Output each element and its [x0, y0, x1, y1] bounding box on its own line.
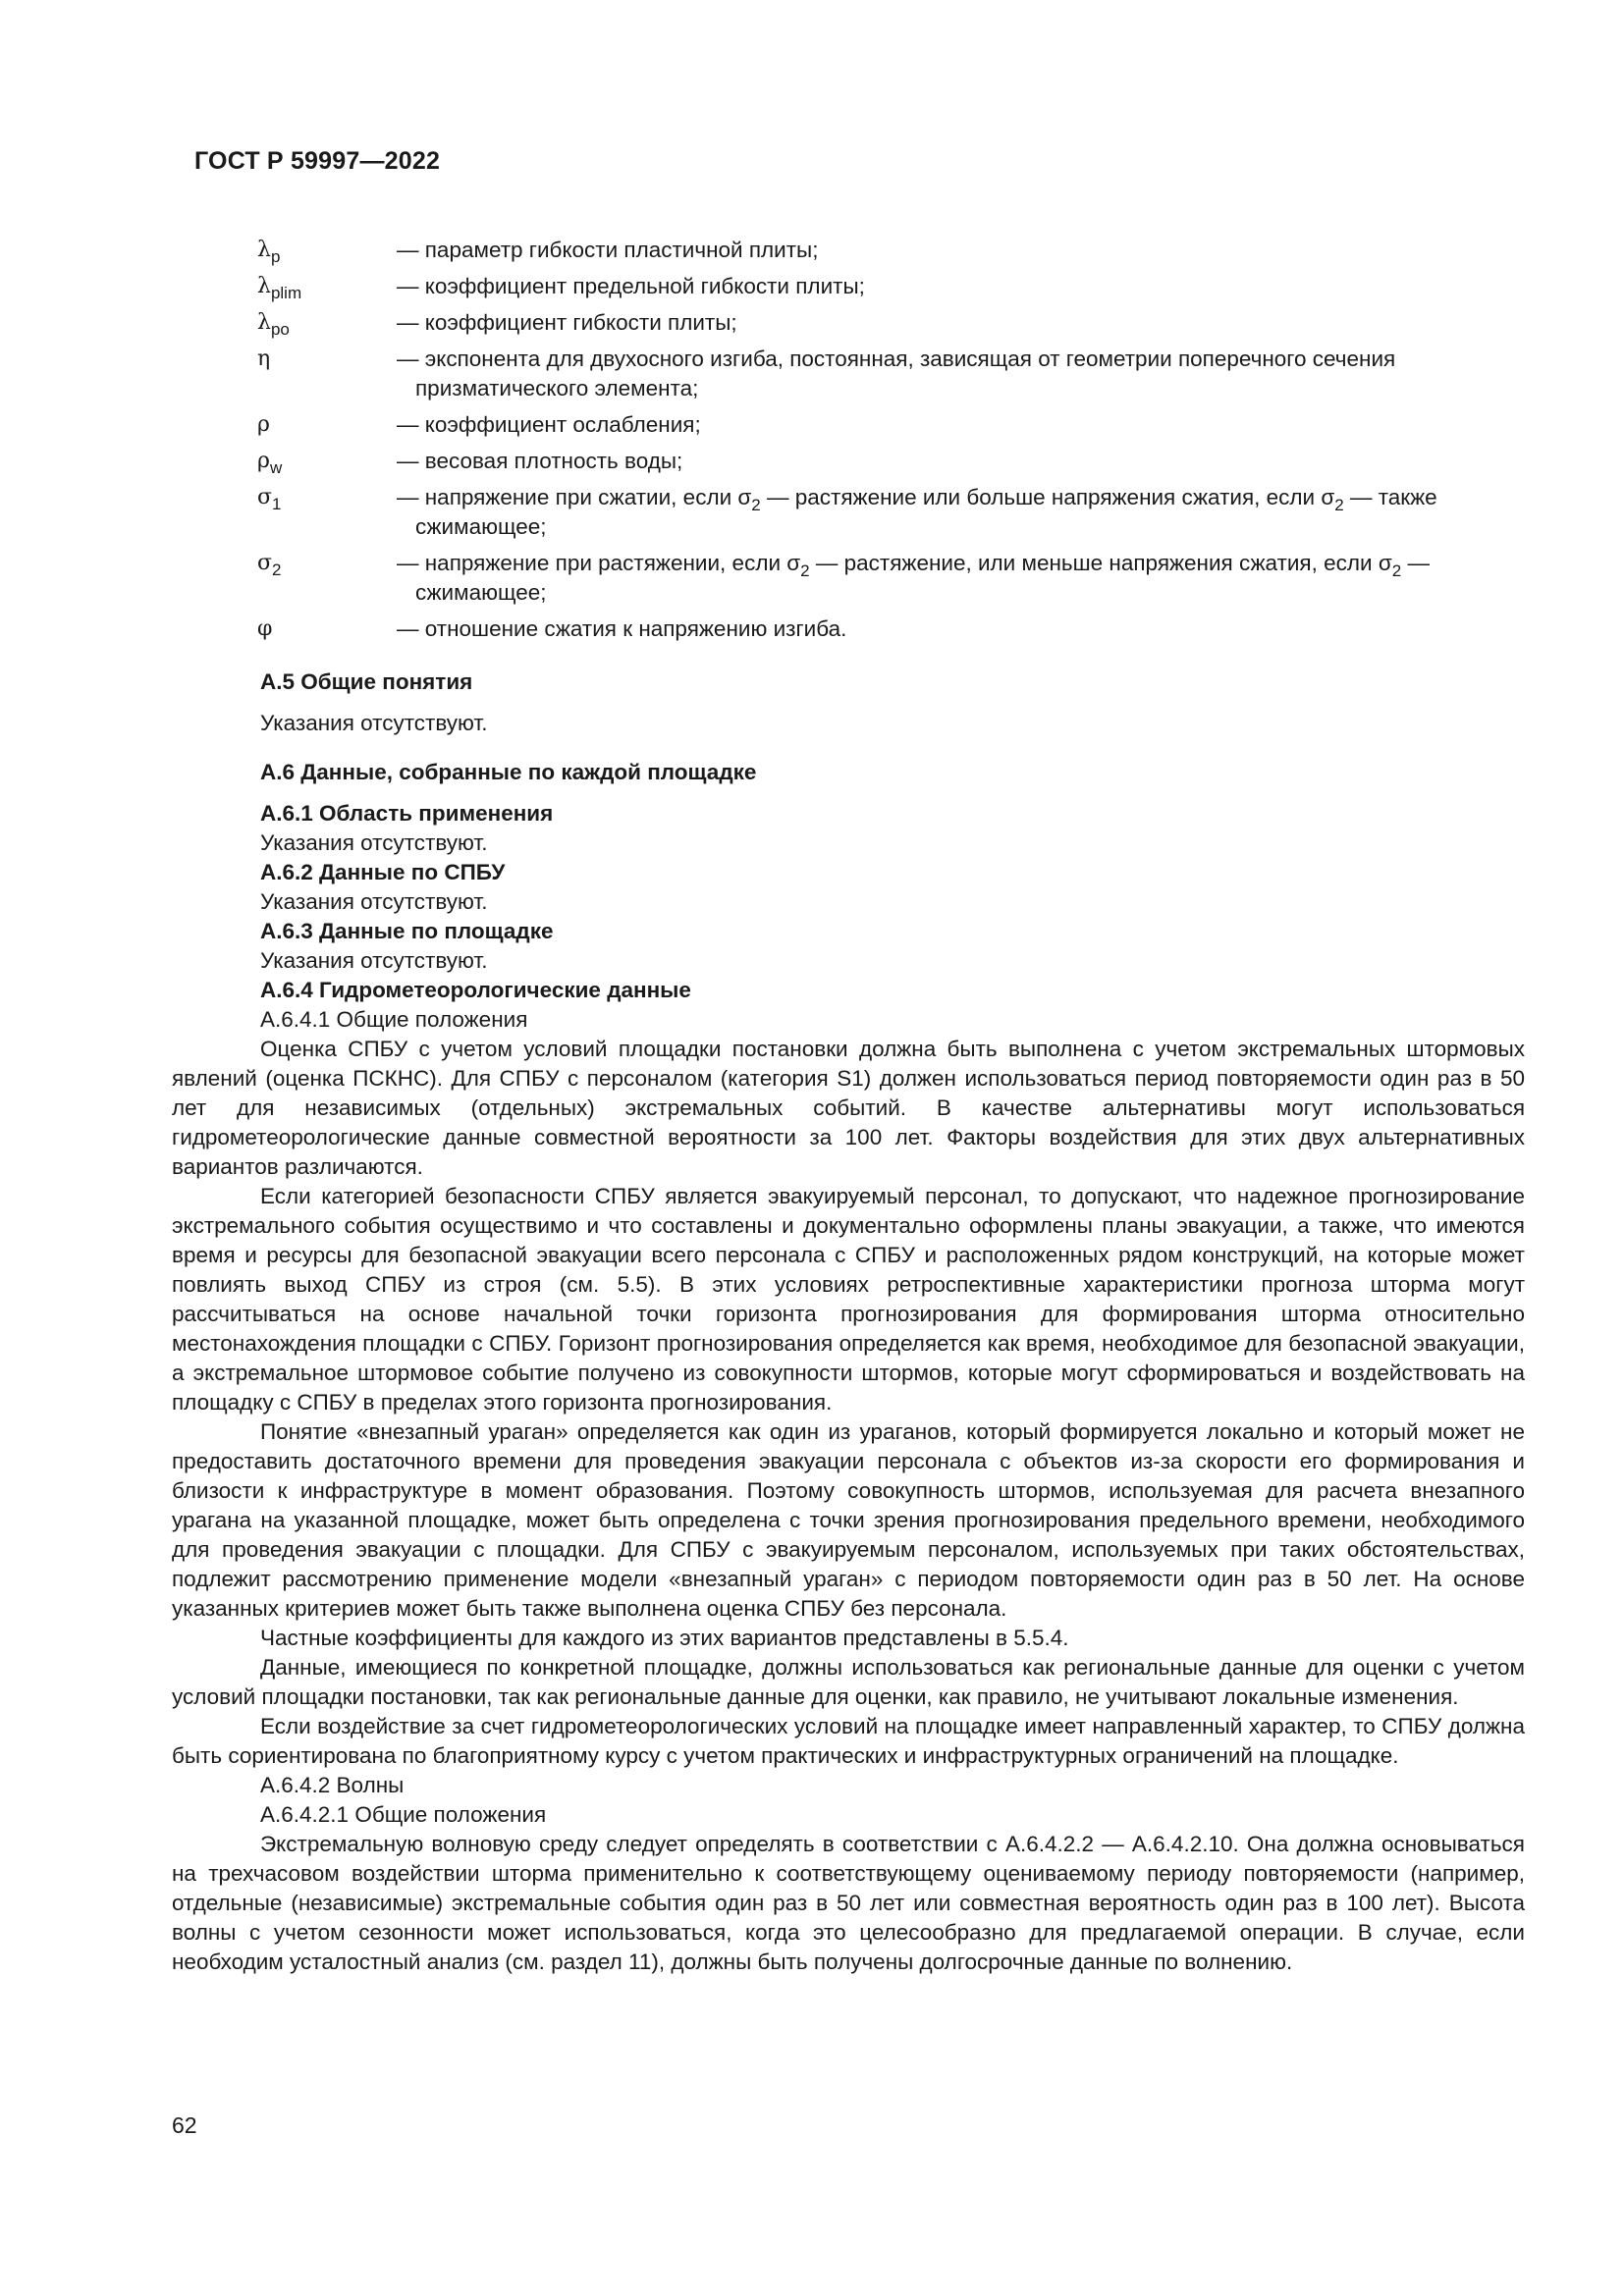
symbol-row: [257, 483, 1524, 542]
document-body: [172, 667, 1525, 1977]
symbol: ρ: [257, 449, 270, 473]
symbol-row: [257, 308, 1524, 338]
paragraph: Если воздействие за счет гидрометеорологических условий на площадке имеет направленный характер, то СПБУ должна быть сориентирована по благоприятному курсу с учетом практических и инфраструктурных ограничений на площадке.: [172, 1714, 1525, 1768]
section-heading-a62: А.6.2 Данные по СПБУ: [260, 860, 506, 884]
symbol-subscript: w: [269, 458, 283, 477]
subsection-heading-a6421: А.6.4.2.1 Общие положения: [260, 1802, 547, 1827]
symbol-subscript: po: [270, 320, 290, 339]
section-heading-a5: А.5 Общие понятия: [260, 669, 473, 694]
subsection-heading-a641: А.6.4.1 Общие положения: [260, 1007, 528, 1032]
subsection-heading-a642: А.6.4.2 Волны: [260, 1773, 405, 1797]
section-heading-a6: А.6 Данные, собранные по каждой площадке: [260, 760, 757, 784]
symbol-description: — весовая плотность воды;: [397, 449, 683, 473]
symbol-row: [257, 549, 1524, 608]
symbol-description: — экспонента для двухосного изгиба, постоянная, зависящая от геометрии поперечного сечения призматического элемента;: [397, 347, 1396, 400]
symbol-row: [257, 447, 1524, 476]
symbol-subscript: p: [270, 247, 281, 266]
symbol-description: — коэффициент ослабления;: [397, 412, 701, 437]
paragraph: Данные, имеющиеся по конкретной площадке, должны использоваться как региональные данные для оценки с учетом условий площадки постановки, так как региональные данные для оценки, как правило, не учитывают локальные изменения.: [172, 1655, 1525, 1709]
symbol: λ: [257, 274, 271, 298]
section-text: Указания отсутствуют.: [260, 711, 488, 735]
paragraph: Оценка СПБУ с учетом условий площадки постановки должна быть выполнена с учетом экстремальных штормовых явлений (оценка ПСКНС). Для СПБУ с персоналом (категория S1) должен использоваться период повторяемости один раз в 50 лет для независимых (отдельных) экстремальных событий. В качестве альтернативы могут использоваться гидрометеорологические данные совместной вероятности за 100 лет. Факторы воздействия для этих двух альтернативных вариантов различаются.: [172, 1037, 1525, 1179]
symbol-subscript: 2: [272, 561, 282, 579]
paragraph: Если категорией безопасности СПБУ является эвакуируемый персонал, то допускают, что надежное прогнозирование экстремального события осуществимо и что составлены и документально оформлены планы эвакуации, а также, что имеются время и ресурсы для безопасной эвакуации всего персонала с СПБУ и расположенных рядом конструкций, на которые может повлиять выход СПБУ из строя (см. 5.5). В этих условиях ретроспективные характеристики прогноза шторма могут рассчитываться на основе начальной точки горизонта прогнозирования для формирования шторма относительно местонахождения площадки с СПБУ. Горизонт прогнозирования определяется как время, необходимое для безопасной эвакуации, а экстремальное штормовое событие получено из совокупности штормов, которые могут сформироваться и воздействовать на площадку с СПБУ в пределах этого горизонта прогнозирования.: [172, 1184, 1525, 1415]
symbol: σ: [257, 485, 273, 509]
section-heading-a64: А.6.4 Гидрометеорологические данные: [260, 978, 691, 1002]
symbol: σ: [257, 551, 273, 575]
page-number: 62: [172, 2112, 197, 2138]
symbol-description: — коэффициент гибкости плиты;: [397, 310, 737, 335]
paragraph: Понятие «внезапный ураган» определяется как один из ураганов, который формируется локально и который может не предоставить достаточного времени для проведения эвакуации персонала с объектов из-за скорости его формирования и близости к инфраструктуре в момент образования. Поэтому совокупность штормов, используемая для расчета внезапного урагана на указанной площадке, может быть определена с точки зрения прогнозирования предельного времени, необходимого для проведения эвакуации с площадки. Для СПБУ с эвакуируемым персоналом, используемых при таких обстоятельствах, подлежит рассмотрению применение модели «внезапный ураган» с периодом повторяемости один раз в 50 лет. На основе указанных критериев может быть также выполнена оценка СПБУ без персонала.: [172, 1419, 1525, 1621]
symbol: φ: [257, 616, 273, 641]
symbol-subscript: plim: [270, 284, 302, 302]
symbol: ρ: [257, 412, 270, 437]
symbol-row: [257, 410, 1524, 440]
symbol: λ: [257, 310, 271, 335]
symbol-description: — параметр гибкости пластичной плиты;: [397, 238, 819, 262]
symbol-list: [257, 236, 1524, 651]
symbol-subscript: 1: [272, 495, 282, 513]
section-text: Указания отсутствуют.: [260, 948, 488, 973]
symbol: η: [257, 347, 271, 371]
symbol-row: [257, 345, 1524, 403]
symbol-description: — коэффициент предельной гибкости плиты;: [397, 274, 865, 298]
symbol-row: [257, 614, 1524, 644]
paragraph: Экстремальную волновую среду следует определять в соответствии с А.6.4.2.2 — А.6.4.2.10. Она должна основываться на трехчасовом воздействии шторма применительно к соответствующему оцениваемому периоду повторяемости (например, отдельные (независимые) экстремальные события один раз в 50 лет или совместная вероятность один раз в 100 лет). Высота волны с учетом сезонности может использоваться, когда это целесообразно для предлагаемой операции. В случае, если необходим усталостный анализ (см. раздел 11), должны быть получены долгосрочные данные по волнению.: [172, 1832, 1525, 1974]
section-text: Указания отсутствуют.: [260, 889, 488, 914]
section-heading-a63: А.6.3 Данные по площадке: [260, 919, 554, 943]
symbol-description: — отношение сжатия к напряжению изгиба.: [397, 616, 847, 641]
symbol: λ: [257, 238, 271, 262]
section-text: Указания отсутствуют.: [260, 830, 488, 855]
symbol-description: — напряжение при растяжении, если $\sigma_2$ — растяжение, или меньше напряжения сжатия, если $\sigma_2$ — сжимающее;: [397, 551, 1430, 605]
symbol-row: [257, 236, 1524, 265]
paragraph: Частные коэффициенты для каждого из этих вариантов представлены в 5.5.4.: [260, 1626, 1069, 1650]
document-code: ГОСТ Р 59997—2022: [194, 147, 441, 175]
section-heading-a61: А.6.1 Область применения: [260, 801, 554, 826]
symbol-description: — напряжение при сжатии, если $\sigma_2$ — растяжение или больше напряжения сжатия, если $\sigma_2$ — также сжимающее;: [397, 485, 1437, 539]
symbol-row: [257, 272, 1524, 301]
